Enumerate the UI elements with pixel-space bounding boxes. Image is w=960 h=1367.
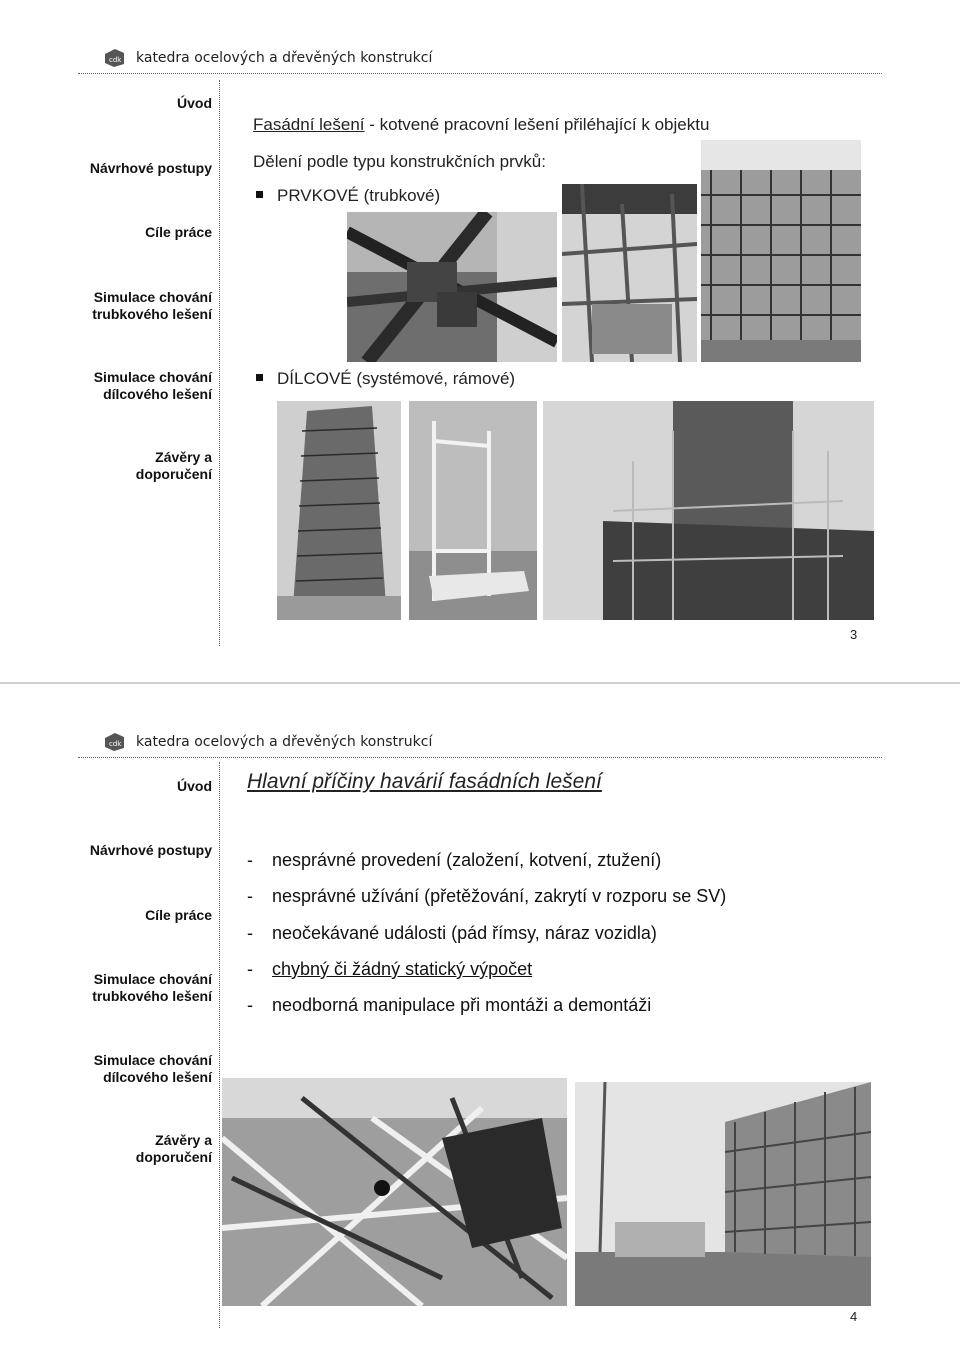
bullet-prvkove: PRVKOVÉ (trubkové) (256, 186, 440, 206)
photo-collapsed-scaffold (222, 1078, 567, 1306)
svg-text:cdk: cdk (109, 740, 122, 748)
photo-system-scaffold-tower (277, 401, 401, 620)
nav-uvod[interactable]: Úvod (177, 778, 212, 794)
photo-scaffold-street-collapse (575, 1082, 871, 1306)
header-divider (78, 73, 882, 74)
photo-system-scaffold-frame (409, 401, 537, 620)
nav-zavery[interactable]: Závěry a doporučení (135, 1132, 212, 1165)
nav-uvod[interactable]: Úvod (177, 95, 212, 111)
header-divider (78, 757, 882, 758)
nav-simulace-trubkoveho[interactable]: Simulace chování trubkového lešení (92, 289, 212, 322)
cause-item: - nesprávné užívání (přetěžování, zakrytí v rozporu se SV) (247, 886, 727, 906)
nav-cile-prace[interactable]: Cíle práce (145, 224, 212, 240)
nav-simulace-dilcoveho[interactable]: Simulace chování dílcového lešení (93, 369, 212, 402)
faculty-logo-icon (103, 48, 125, 68)
page-number: 4 (850, 1309, 858, 1324)
nav-simulace-trubkoveho[interactable]: Simulace chování trubkového lešení (92, 971, 212, 1004)
photo-tube-coupler (347, 212, 557, 362)
square-bullet-icon (256, 374, 263, 381)
cause-item: - neočekávané události (pád římsy, náraz vozidla) (247, 923, 657, 943)
nav-simulace-dilcoveho[interactable]: Simulace chování dílcového lešení (93, 1052, 212, 1085)
cause-item: - nesprávné provedení (založení, kotvení, ztužení) (247, 850, 662, 870)
nav-divider (219, 80, 220, 646)
slide-title: Hlavní příčiny havárií fasádních lešení (247, 770, 602, 793)
header-title: katedra ocelových a dřevěných konstrukcí (136, 50, 433, 66)
photo-tube-scaffold-detail (562, 184, 697, 362)
slide-4 (0, 684, 960, 1367)
cause-item: - neodborná manipulace při montáži a demontáži (247, 995, 652, 1015)
photo-tube-scaffold-building (701, 140, 861, 362)
nav-navrhove-postupy[interactable]: Návrhové postupy (89, 160, 212, 176)
photo-system-scaffold-church (543, 401, 874, 620)
slide-3 (0, 0, 960, 683)
faculty-logo-icon (103, 732, 125, 752)
page-number: 3 (850, 627, 858, 642)
header-title: katedra ocelových a dřevěných konstrukcí (136, 734, 433, 750)
nav-navrhove-postupy[interactable]: Návrhové postupy (89, 842, 212, 858)
cause-item: - chybný či žádný statický výpočet (247, 959, 533, 979)
nav-zavery[interactable]: Závěry a doporučení (135, 449, 212, 482)
nav-cile-prace[interactable]: Cíle práce (145, 907, 212, 923)
nav-divider (219, 762, 220, 1328)
intro-line: Fasádní lešení - kotvené pracovní lešení přiléhající k objektu (253, 115, 710, 134)
division-line: Dělení podle typu konstrukčních prvků: (253, 152, 546, 171)
bullet-dilcove: DÍLCOVÉ (systémové, rámové) (256, 369, 515, 389)
fasadni-leseni-link[interactable]: Fasádní lešení (253, 115, 365, 134)
square-bullet-icon (256, 191, 263, 198)
svg-text:cdk: cdk (109, 56, 122, 64)
